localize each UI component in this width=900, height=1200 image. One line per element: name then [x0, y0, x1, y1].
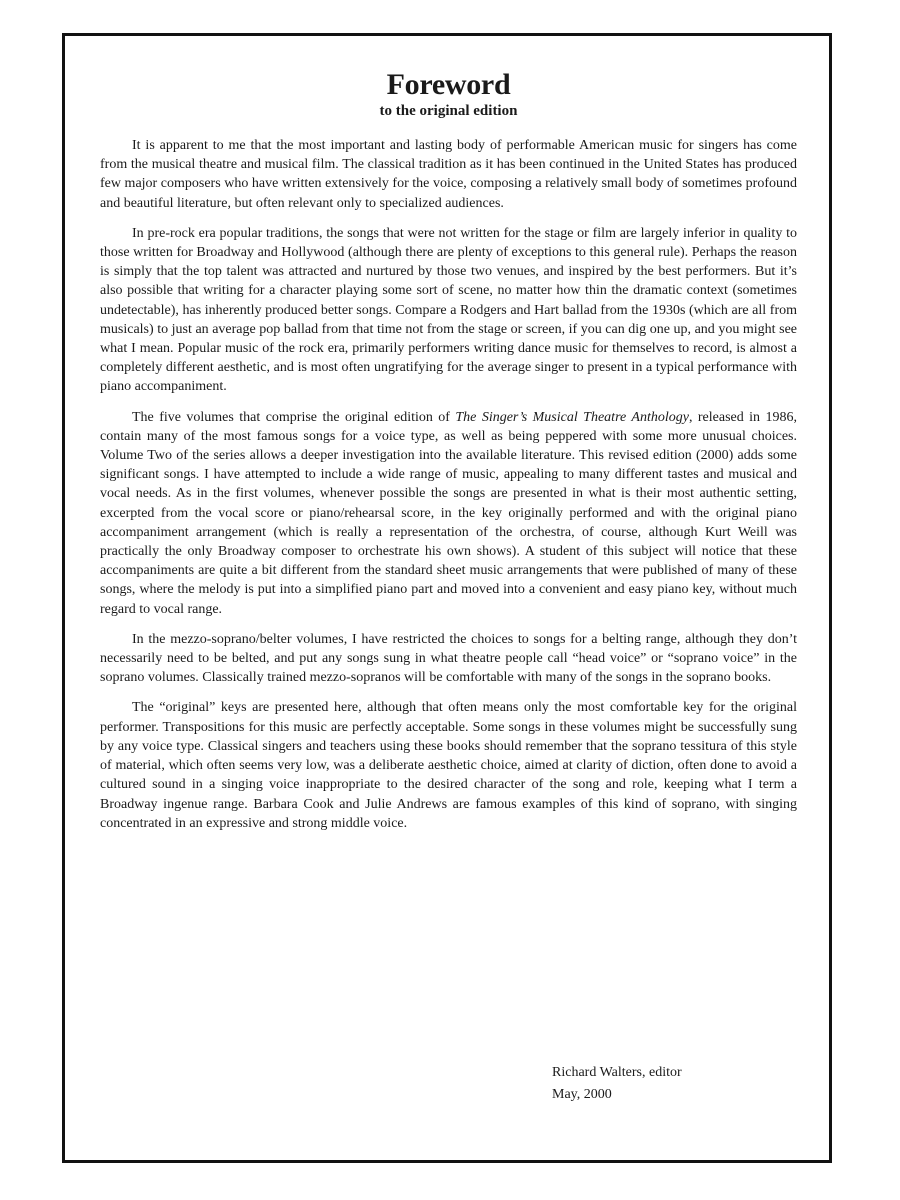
paragraph-1: It is apparent to me that the most important and lasting body of performable American music for singers has come from the musical theatre and musical film. The classical tradition as it has been continued in the United States has produced few major composers who have written extensively for the voice, composing a relatively small body of sometimes profound and beautiful literature, but often relevant only to specialized audiences.	[100, 138, 797, 211]
paragraph-5: The “original” keys are presented here, although that often means only the most comfortable key for the original performer. Transpositions for this music are perfectly acceptable. Some songs in these volumes might be successfully sung by any voice type. Classical singers and teachers using these books should remember that the soprano tessitura of this style of material, which often seems very low, was a deliberate aesthetic choice, aimed at clarity of diction, often done to avoid a cultured sound in a singing voice inappropriate to the desired character of the song and role, keeping what I term a Broadway ingenue range. Barbara Cook and Julie Andrews are famous examples of this kind of soprano, with singing concentrated in an expressive and strong middle voice.	[100, 700, 797, 831]
paragraph-3-rest: , released in 1986, contain many of the most famous songs for a voice type, as well as being peppered with some more unusual choices. Volume Two of the series allows a deeper investigation into the available literature. This revised edition (2000) adds some significant songs. I have attempted to include a wide range of music, appealing to many different tastes and musical and vocal needs. As in the first volumes, whenever possible the songs are presented in what is their most authentic setting, excerpted from the vocal score or piano/rehearsal score, in the key originally performed and with the original piano accompaniment arrangement (which is really a representation of the orchestra, of course, although Kurt Weill was practically the only Broadway composer to orchestrate his own shows). A student of this subject will notice that these accompaniments are quite a bit different from the standard sheet music arrangements that were published of many of these songs, where the melody is put into a simplified piano part and moved into a convenient and easy piano key, without much regard to vocal range.	[100, 409, 797, 617]
paragraph-2: In pre-rock era popular traditions, the songs that were not written for the stage or film are largely inferior in quality to those written for Broadway and Hollywood (although there are plenty of exceptions to this general rule). Perhaps the reason is simply that the top talent was attracted and nurtured by those two venues, and inspired by the best performers. But it’s also possible that writing for a character playing some sort of scene, no matter how thin the dramatic context (sometimes undetectable), has inherently produced better songs. Compare a Rodgers and Hart ballad from the 1930s (which are all from musicals) to just an average pop ballad from that time not from the stage or screen, if you can dig one up, and you might see what I mean. Popular music of the rock era, primarily performers writing dance music for themselves to record, is almost a completely different aesthetic, and is most often ungratifying for the average singer to present in a typical performance with piano accompaniment.	[100, 225, 797, 395]
foreword-body	[100, 68, 797, 844]
paragraph-3-lead: The five volumes that comprise the original edition of	[132, 409, 456, 425]
page-title: Foreword	[386, 68, 511, 101]
paragraph-3	[100, 408, 797, 619]
paragraph-4: In the mezzo-soprano/belter volumes, I have restricted the choices to songs for a belting range, although they don’t necessarily need to be belted, and put any songs sung in what theatre people call “head voice” or “soprano voice” in the soprano volumes. Classically trained mezzo-sopranos will be comfortable with many of the songs in the soprano books.	[100, 631, 797, 686]
book-title-italic: The Singer’s Musical Theatre Anthology	[455, 409, 689, 425]
signature-date: May, 2000	[552, 1087, 612, 1102]
page-subtitle: to the original edition	[379, 103, 518, 119]
signature-block	[552, 1062, 682, 1106]
signature-name: Richard Walters, editor	[552, 1065, 682, 1080]
